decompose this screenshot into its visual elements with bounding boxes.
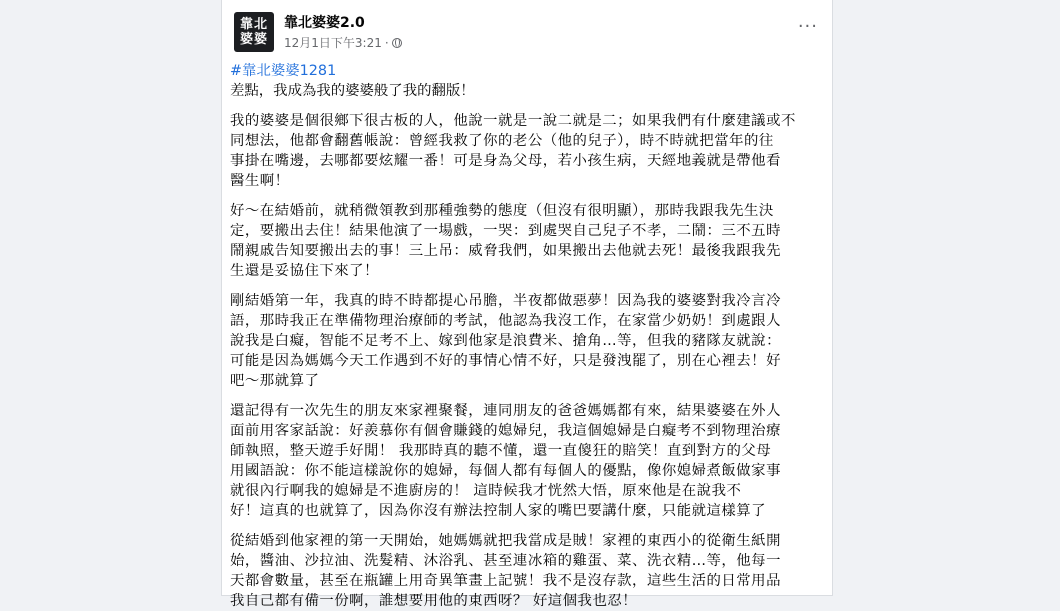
more-options-icon[interactable]: ··· bbox=[797, 16, 818, 37]
paragraph-line: 面前用客家話說：好羨慕你有個會賺錢的媳婦兒，我這個媳婦是白癡考不到物理治療 bbox=[230, 423, 781, 439]
post-header bbox=[234, 8, 820, 52]
paragraph-line: 我自己都有備一份啊，誰想要用他的東西呀？ 好這個我也忍！ bbox=[230, 593, 638, 609]
paragraph-line: 同想法，他都會翻舊帳說：曾經我救了你的老公（他的兒子），時不時就把當年的往 bbox=[230, 133, 774, 149]
paragraph-line: 剛結婚第一年，我真的時不時都提心吊膽，半夜都做惡夢！因為我的婆婆對我冷言冷 bbox=[230, 293, 781, 309]
facebook-post-card bbox=[221, 0, 833, 609]
paragraph-line: 天都會數量，甚至在瓶罐上用奇異筆畫上記號！我不是沒存款，這些生活的日常用品 bbox=[230, 573, 781, 589]
post-paragraph bbox=[230, 401, 826, 521]
paragraph-line: 師執照，整天遊手好閒！ 我那時真的聽不懂，還一直傻狂的賠笑！直到對方的父母 bbox=[230, 443, 772, 459]
post-headline: 差點，我成為我的婆婆般了我的翻版！ bbox=[230, 83, 475, 99]
paragraph-line: 還記得有一次先生的朋友來家裡聚餐，連同朋友的爸爸媽媽都有來，結果婆婆在外人 bbox=[230, 403, 781, 419]
paragraph-line: 始，醬油、沙拉油、洗髮精、沐浴乳、甚至連冰箱的雞蛋、菜、洗衣精…等，他每一 bbox=[230, 553, 781, 569]
paragraph-line: 鬧親戚告知要搬出去的事！三上吊：威脅我們，如果搬出去他就去死！最後我跟我先 bbox=[230, 243, 781, 259]
paragraph-line: 語，那時我正在準備物理治療師的考試，他認為我沒工作，在家當少奶奶！到處跟人 bbox=[230, 313, 781, 329]
paragraph-line: 用國語說：你不能這樣說你的媳婦，每個人都有每個人的優點，像你媳婦煮飯做家事 bbox=[230, 463, 781, 479]
paragraph-line: 就很內行啊我的媳婦是不進廚房的！ 這時候我才恍然大悟，原來他是在說我不 bbox=[230, 483, 742, 499]
paragraph-line: 吧～那就算了 bbox=[230, 373, 320, 389]
paragraph-line: 定，要搬出去住！結果他演了一場戲，一哭：到處哭自己兒子不孝，二鬧：三不五時 bbox=[230, 223, 781, 239]
post-paragraph bbox=[230, 111, 826, 191]
avatar-logo-text: 靠北婆婆 bbox=[240, 17, 269, 47]
hashtag-link[interactable]: #靠北婆婆1281 bbox=[230, 63, 337, 79]
globe-icon[interactable] bbox=[392, 38, 402, 48]
paragraph-line: 我的婆婆是個很鄉下很古板的人，他說一就是一說二就是二；如果我們有什麼建議或不 bbox=[230, 113, 796, 129]
paragraph-line: 好～在結婚前，就稍微領教到那種強勢的態度（但沒有很明顯），那時我跟我先生決 bbox=[230, 203, 774, 219]
paragraph-line: 生還是妥協住下來了！ bbox=[230, 263, 379, 279]
page-avatar[interactable] bbox=[234, 12, 274, 52]
post-body bbox=[230, 61, 826, 611]
paragraph-line: 醫生啊！ bbox=[230, 173, 290, 189]
paragraph-line: 好！這真的也就算了，因為你沒有辦法控制人家的嘴巴要講什麼，只能就這樣算了 bbox=[230, 503, 767, 519]
paragraph-line: 說我是白癡，智能不足考不上、嫁到他家是浪費米、搶角…等，但我的豬隊友就說： bbox=[230, 333, 781, 349]
post-paragraph bbox=[230, 531, 826, 611]
paragraph-line: 從結婚到他家裡的第一天開始，她媽媽就把我當成是賊！家裡的東西小的從衛生紙開 bbox=[230, 533, 781, 549]
meta-separator: · bbox=[384, 35, 389, 50]
page-name-link[interactable]: 靠北婆婆2.0 bbox=[284, 15, 365, 31]
post-meta bbox=[284, 34, 402, 51]
post-paragraph bbox=[230, 201, 826, 281]
paragraph-line: 可能是因為媽媽今天工作遇到不好的事情心情不好，只是發洩罷了，別在心裡去！好 bbox=[230, 353, 781, 369]
post-timestamp[interactable]: 12月1日下午3:21 bbox=[284, 36, 382, 50]
post-paragraph bbox=[230, 291, 826, 391]
post-paragraphs bbox=[230, 111, 826, 611]
paragraph-line: 事掛在嘴邊，去哪都要炫耀一番！可是身為父母，若小孩生病，天經地義就是帶他看 bbox=[230, 153, 781, 169]
